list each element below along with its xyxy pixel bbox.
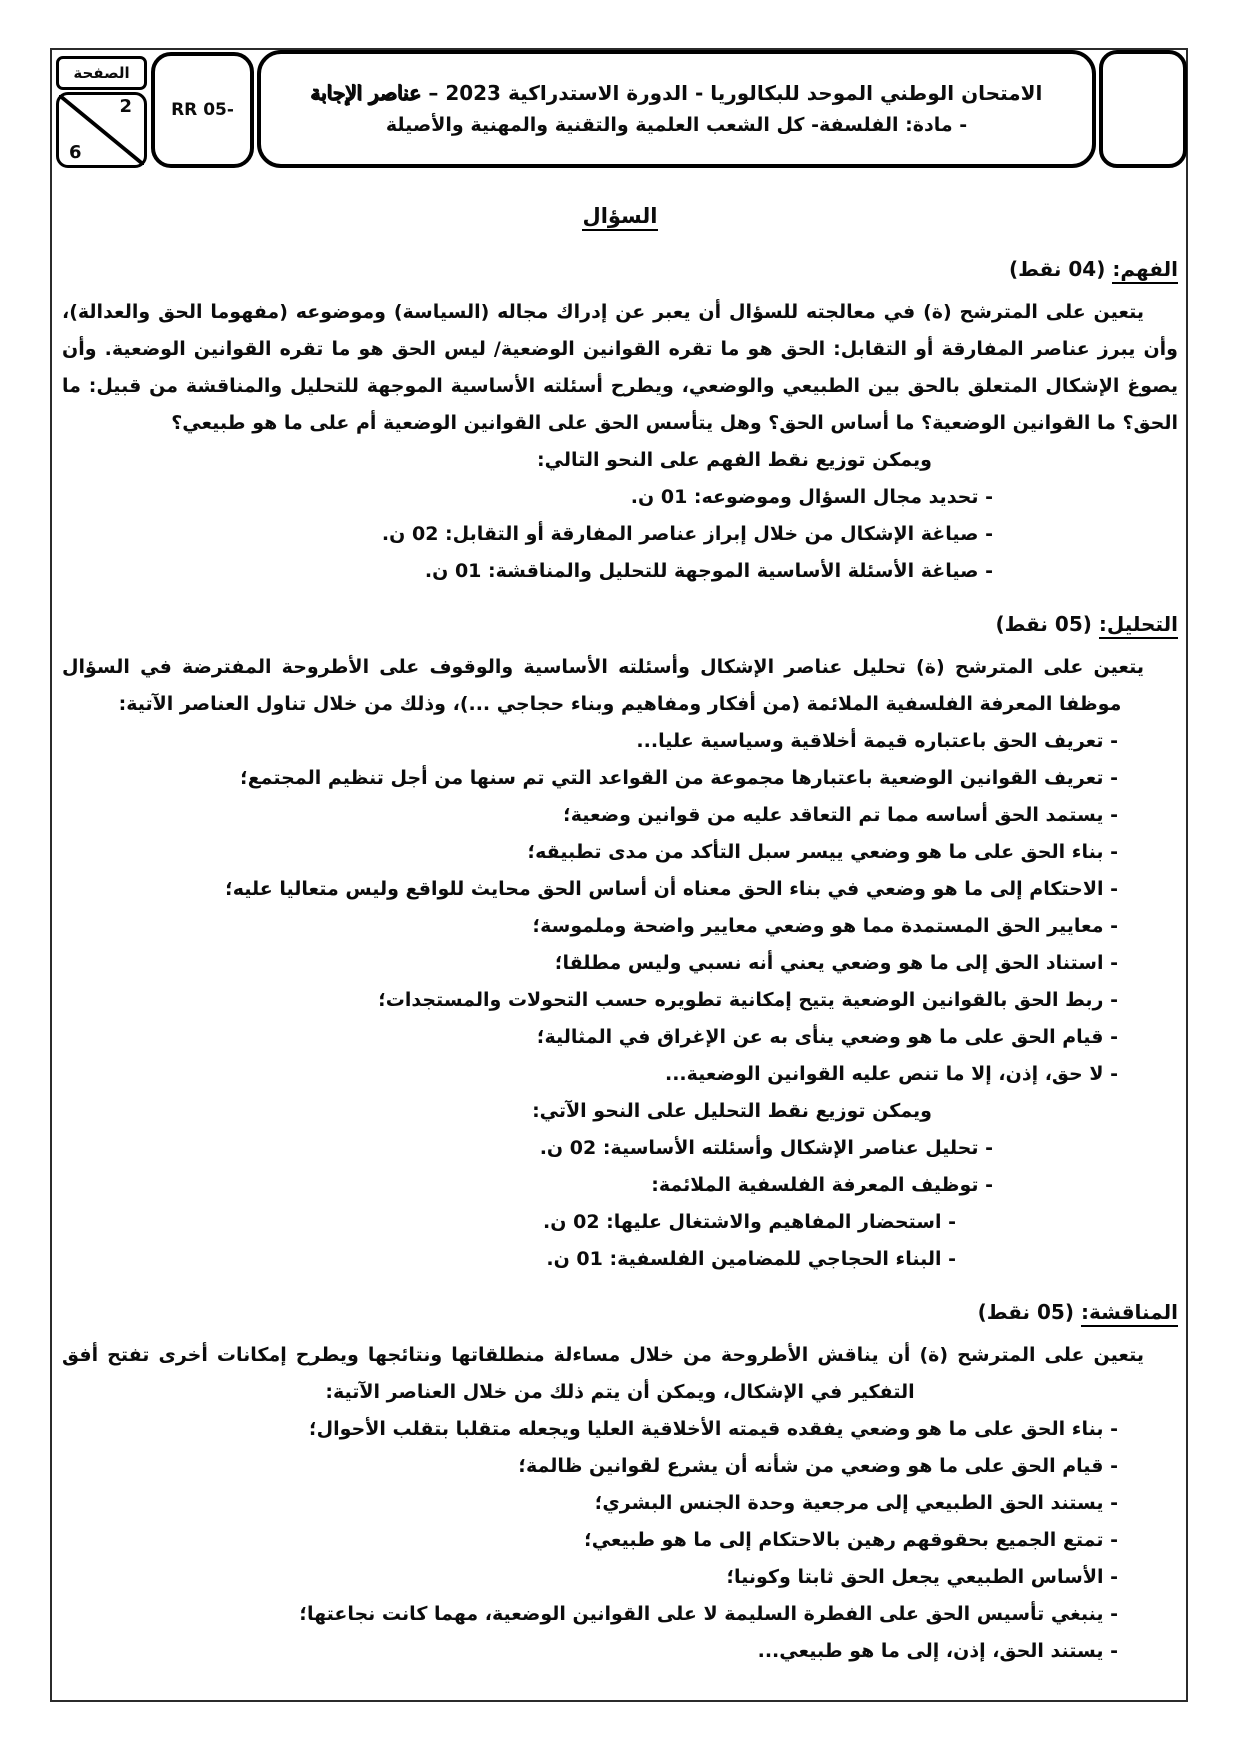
discussion-bullet: - الأساس الطبيعي يجعل الحق ثابتا وكونيا؛ [726,1566,1118,1588]
discussion-bullet: - تمتع الجميع بحقوقهم رهين بالاحتكام إلى ما هو طبيعي؛ [584,1529,1118,1551]
analysis-bullet: - قيام الحق على ما هو وضعي ينأى به عن الإغراق في المثالية؛ [536,1026,1118,1048]
analysis-intro: يتعين على المترشح (ة) تحليل عناصر الإشكال وأسئلته الأساسية والوقوف على الأطروحة المفترضة في السؤال موظفا المعرفة الفلسفية الملائمة (من أفكار ومفاهيم وبناء حجاجي ...)، وذلك من خلال تناول العناصر الآتية: [62,656,1144,715]
discussion-heading-label: المناقشة: [1081,1300,1178,1327]
question-title [62,198,1178,235]
analysis-sub-score-item: - استحضار المفاهيم والاشتغال عليها: 02 ن. [543,1211,956,1233]
question-title-text: السؤال [582,204,657,231]
total-page-number: 6 [69,142,82,163]
analysis-bullet: - معايير الحق المستمدة مما هو وضعي معايير واضحة وملموسة؛ [532,915,1118,937]
exam-title-line1 [311,80,1043,106]
page-label: الصفحة [73,64,130,82]
comprehension-score-item: - تحديد مجال السؤال وموضوعه: 01 ن. [630,486,993,508]
analysis-heading [62,606,1178,643]
comprehension-distribution-intro: ويمكن توزيع نقط الفهم على النحو التالي: [537,449,932,471]
discussion-bullet: - ينبغي تأسيس الحق على الفطرة السليمة لا على القوانين الوضعية، مهما كانت نجاعتها؛ [299,1603,1118,1625]
analysis-bullet: - تعريف الحق باعتباره قيمة أخلاقية وسياسية عليا... [636,730,1118,752]
comprehension-score-item: - صياغة الأسئلة الأساسية الموجهة للتحليل والمناقشة: 01 ن. [424,560,993,582]
comprehension-heading [62,251,1178,288]
exam-title-main: الامتحان الوطني الموحد للبكالوريا - الدورة الاستدراكية 2023 – [428,81,1043,105]
exam-title-box [257,50,1096,168]
discussion-bullet: - يستند الحق، إذن، إلى ما هو طبيعي... [757,1640,1118,1662]
analysis-bullet: - بناء الحق على ما هو وضعي ييسر سبل التأكد من مدى تطبيقه؛ [527,841,1118,863]
analysis-score-item: - تحليل عناصر الإشكال وأسئلته الأساسية: 02 ن. [539,1137,993,1159]
comprehension-heading-points: (04 نقط) [1008,257,1106,281]
analysis-heading-label: التحليل: [1099,612,1178,639]
page-label-box [56,56,147,90]
analysis-heading-points: (05 نقط) [995,612,1092,636]
exam-code: RR 05- [171,100,234,120]
discussion-intro: يتعين على المترشح (ة) أن يناقش الأطروحة من خلال مساءلة منطلقاتها ونتائجها ويطرح إمكانات أخرى تفتح أفق التفكير في الإشكال، ويمكن أن يتم ذلك من خلال العناصر الآتية: [62,1344,1144,1403]
discussion-heading-points: (05 نقط) [977,1300,1074,1324]
comprehension-intro: يتعين على المترشح (ة) في معالجته للسؤال أن يعبر عن إدراك مجاله (السياسة) وموضوعه (مفهوما الحق والعدالة)، وأن يبرز عناصر المفارقة أو التقابل: الحق هو ما تقره القوانين الوضعية/ ليس الحق هو ما تقره القوانين الوضعية. وأن يصوغ الإشكال المتعلق بالحق بين الطبيعي والوضعي، ويطرح أسئلته الأساسية الموجهة للتحليل والمناقشة من قبيل: ما الحق؟ ما القوانين الوضعية؟ ما أساس الحق؟ وهل يتأسس الحق على القوانين الوضعية أم على ما هو طبيعي؟ [62,301,1178,434]
page-fraction-box [56,92,147,168]
answer-elements-ornate: عناصر الإجابة [310,81,422,105]
discussion-bullet: - قيام الحق على ما هو وضعي من شأنه أن يشرع لقوانين ظالمة؛ [518,1455,1118,1477]
discussion-bullet: - بناء الحق على ما هو وضعي يفقده قيمته الأخلاقية العليا ويجعله متقلبا بتقلب الأحوال؛ [309,1418,1118,1440]
comprehension-heading-label: الفهم: [1112,257,1178,284]
discussion-bullet: - يستند الحق الطبيعي إلى مرجعية وحدة الجنس البشري؛ [594,1492,1118,1514]
discussion-heading [62,1294,1178,1331]
analysis-sub-score-item: - البناء الحجاجي للمضامين الفلسفية: 01 ن. [546,1248,956,1270]
analysis-distribution-intro: ويمكن توزيع نقط التحليل على النحو الآتي: [532,1100,932,1122]
exam-code-box [151,52,254,168]
analysis-score-item: - توظيف المعرفة الفلسفية الملائمة: [651,1174,993,1196]
document-body [62,198,1178,1670]
analysis-bullet: - لا حق، إذن، إلا ما تنص عليه القوانين الوضعية... [665,1063,1118,1085]
exam-subject-line: - مادة: الفلسفة- كل الشعب العلمية والتقنية والمهنية والأصيلة [385,114,968,136]
comprehension-score-item: - صياغة الإشكال من خلال إبراز عناصر المفارقة أو التقابل: 02 ن. [381,523,993,545]
empty-logo-box [1099,50,1187,168]
analysis-bullet: - يستمد الحق أساسه مما تم التعاقد عليه من قوانين وضعية؛ [563,804,1118,826]
analysis-bullet: - الاحتكام إلى ما هو وضعي في بناء الحق معناه أن أساس الحق محايث للواقع وليس متعاليا عليه؛ [225,878,1118,900]
analysis-bullet: - ربط الحق بالقوانين الوضعية يتيح إمكانية تطويره حسب التحولات والمستجدات؛ [378,989,1118,1011]
current-page-number: 2 [119,96,132,117]
analysis-bullet: - تعريف القوانين الوضعية باعتبارها مجموعة من القواعد التي تم سنها من أجل تنظيم المجتمع؛ [240,767,1118,789]
analysis-bullet: - استناد الحق إلى ما هو وضعي يعني أنه نسبي وليس مطلقا؛ [554,952,1118,974]
